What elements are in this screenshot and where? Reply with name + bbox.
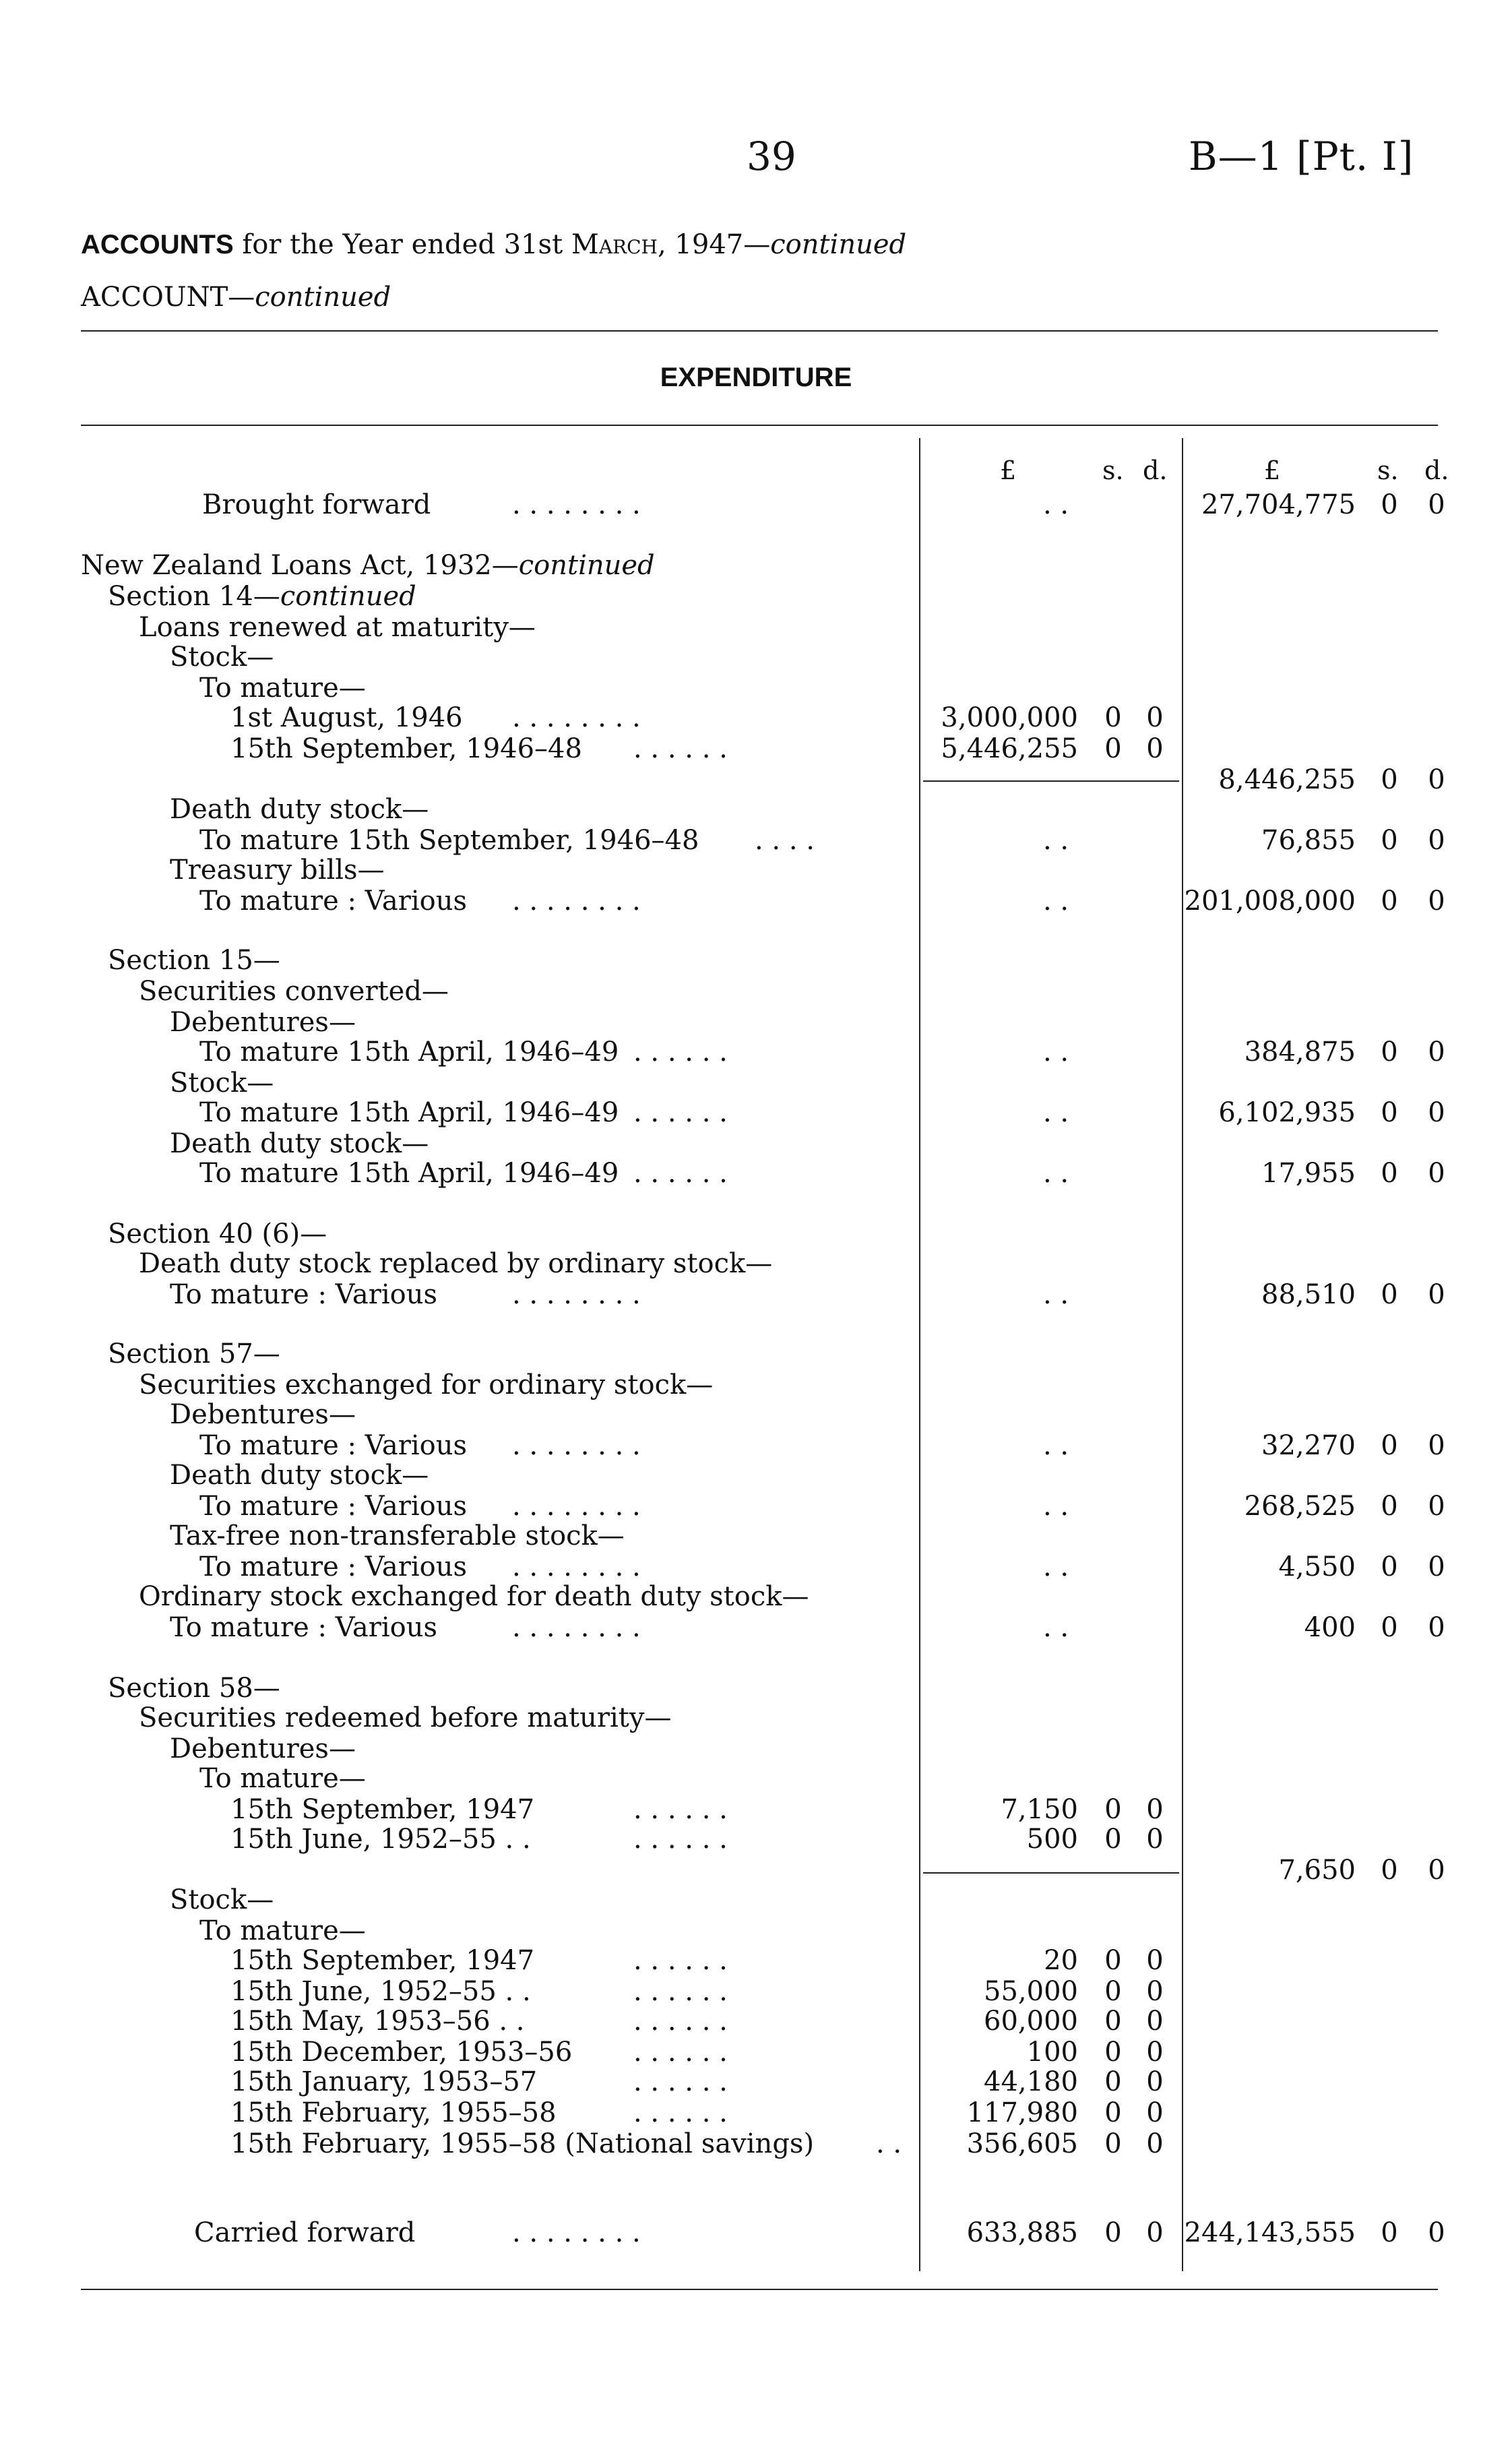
page-number: 39 — [747, 133, 796, 179]
row-dd-apr: To mature 15th April, 1946–49 . . . . . . . . 17,955 0 0 — [199, 1158, 1445, 1189]
row-r-jun1952: 15th June, 1952–55 . . . . . . . . 500 0 0 — [230, 1824, 1164, 1855]
row-death-duty-stock: Death duty stock— — [170, 794, 429, 825]
accounts-bold: ACCOUNTS — [81, 230, 234, 259]
row-dd-replaced-various: To mature : Various . . . . . . . . . . 88,510 0 0 — [170, 1279, 1445, 1310]
row-to-mature-3: To mature— — [199, 1915, 366, 1946]
row-subtotal-2: 7,650 0 0 — [1278, 1855, 1445, 1886]
account-cont: continued — [255, 282, 391, 313]
row-taxfree-various: To mature : Various . . . . . . . . . . 4,550 0 0 — [199, 1551, 1445, 1582]
row-dd-sep: To mature 15th September, 1946–48 . . . . . . 76,855 0 0 — [199, 825, 1445, 856]
section-title: EXPENDITURE — [660, 363, 852, 392]
accounts-year: , 1947— — [657, 229, 771, 260]
row-s-jan1953: 15th January, 1953–57 . . . . . . 44,180 0 0 — [230, 2066, 1164, 2097]
row-debentures: Debentures— — [170, 1007, 356, 1038]
row-brought-forward: Brought forward . . . . . . . . . . 27,704,775 0 0 — [202, 489, 1445, 520]
col1-pence-header: d. — [1143, 456, 1168, 485]
row-s-jun1952: 15th June, 1952–55 . . . . . . . . 55,000 0 0 — [230, 1976, 1164, 2007]
row-r-sep1947: 15th September, 1947 . . . . . . 7,150 0 0 — [230, 1794, 1164, 1825]
row-stock-2: Stock— — [170, 1068, 274, 1099]
row-stock: Stock— — [170, 642, 274, 673]
accounts-rest: for the Year ended 31st — [242, 229, 563, 260]
row-treasury-bills: Treasury bills— — [170, 855, 385, 886]
row-dd3-various: To mature : Various . . . . . . . . . . 268,525 0 0 — [199, 1491, 1445, 1522]
document-reference: B—1 [Pt. I] — [1189, 133, 1414, 179]
header-rule — [81, 425, 1438, 426]
row-debentures-3: Debentures— — [170, 1733, 356, 1764]
bottom-rule — [81, 2289, 1438, 2290]
accounts-cont: continued — [770, 229, 907, 260]
account-subheading — [81, 282, 391, 313]
row-section-57: Section 57— — [108, 1338, 280, 1369]
row-to-mature-2: To mature— — [199, 1763, 366, 1794]
row-sep-1946: 15th September, 1946–48 . . . . . . 5,446,255 0 0 — [230, 733, 1164, 764]
row-dd-replaced: Death duty stock replaced by ordinary stock— — [139, 1248, 773, 1279]
row-subtotal-1: 8,446,255 0 0 — [1218, 764, 1445, 795]
row-loans-renewed: Loans renewed at maturity— — [139, 612, 536, 643]
accounts-month: March — [571, 229, 658, 260]
row-death-duty-3: Death duty stock— — [170, 1460, 429, 1491]
row-s-feb1955: 15th February, 1955–58 . . . . . . 117,980 0 0 — [230, 2097, 1164, 2128]
row-section-14: Section 14—continued — [108, 581, 416, 612]
row-section-40: Section 40 (6)— — [108, 1218, 327, 1250]
top-rule — [81, 330, 1438, 332]
row-debentures-2: Debentures— — [170, 1399, 356, 1430]
row-ord-exch: Ordinary stock exchanged for death duty stock— — [139, 1581, 809, 1612]
accounts-heading — [81, 229, 906, 260]
row-securities-exchanged: Securities exchanged for ordinary stock— — [139, 1369, 714, 1400]
account-line: ACCOUNT— — [81, 282, 255, 313]
col2-pound-header: £ — [1264, 456, 1281, 485]
row-treasury-various: To mature : Various . . . . . . . . . . 201,008,000 0 0 — [199, 886, 1445, 917]
row-s-sep1947: 15th September, 1947 . . . . . . 20 0 0 — [230, 1945, 1164, 1976]
row-deb-apr: To mature 15th April, 1946–49 . . . . . . . . 384,875 0 0 — [199, 1037, 1445, 1068]
row-aug-1946: 1st August, 1946 . . . . . . . . 3,000,000 0 0 — [230, 702, 1164, 733]
row-s-may1953: 15th May, 1953–56 . . . . . . . . 60,000 0 0 — [230, 2006, 1164, 2037]
row-s-feb1955-national: 15th February, 1955–58 (National savings) . . 356,605 0 0 — [230, 2128, 1164, 2159]
row-ord-exch-various: To mature : Various . . . . . . . . . . 400 0 0 — [170, 1612, 1445, 1643]
col1-shilling-header: s. — [1102, 456, 1124, 485]
row-to-mature: To mature— — [199, 673, 366, 704]
row-stock-3: Stock— — [170, 1884, 274, 1915]
row-section-58: Section 58— — [108, 1673, 280, 1704]
row-carried-forward: Carried forward . . . . . . . . 633,885 0 0 244,143,555 0 0 — [194, 2217, 1445, 2248]
col2-pence-header: d. — [1424, 456, 1449, 485]
row-deb2-various: To mature : Various . . . . . . . . . . 32,270 0 0 — [199, 1430, 1445, 1461]
row-nz-loans-act: New Zealand Loans Act, 1932—continued — [81, 550, 655, 581]
row-stock-apr: To mature 15th April, 1946–49 . . . . . . . . 6,102,935 0 0 — [199, 1097, 1445, 1128]
row-taxfree: Tax-free non-transferable stock— — [170, 1520, 625, 1551]
row-s-dec1953: 15th December, 1953–56 . . . . . . 100 0 0 — [230, 2037, 1164, 2068]
row-securities-converted: Securities converted— — [139, 976, 449, 1007]
row-death-duty-2: Death duty stock— — [170, 1128, 429, 1159]
row-securities-redeemed: Securities redeemed before maturity— — [139, 1702, 672, 1733]
row-section-15: Section 15— — [108, 945, 280, 976]
col2-shilling-header: s. — [1377, 456, 1399, 485]
col1-pound-header: £ — [1000, 456, 1017, 485]
